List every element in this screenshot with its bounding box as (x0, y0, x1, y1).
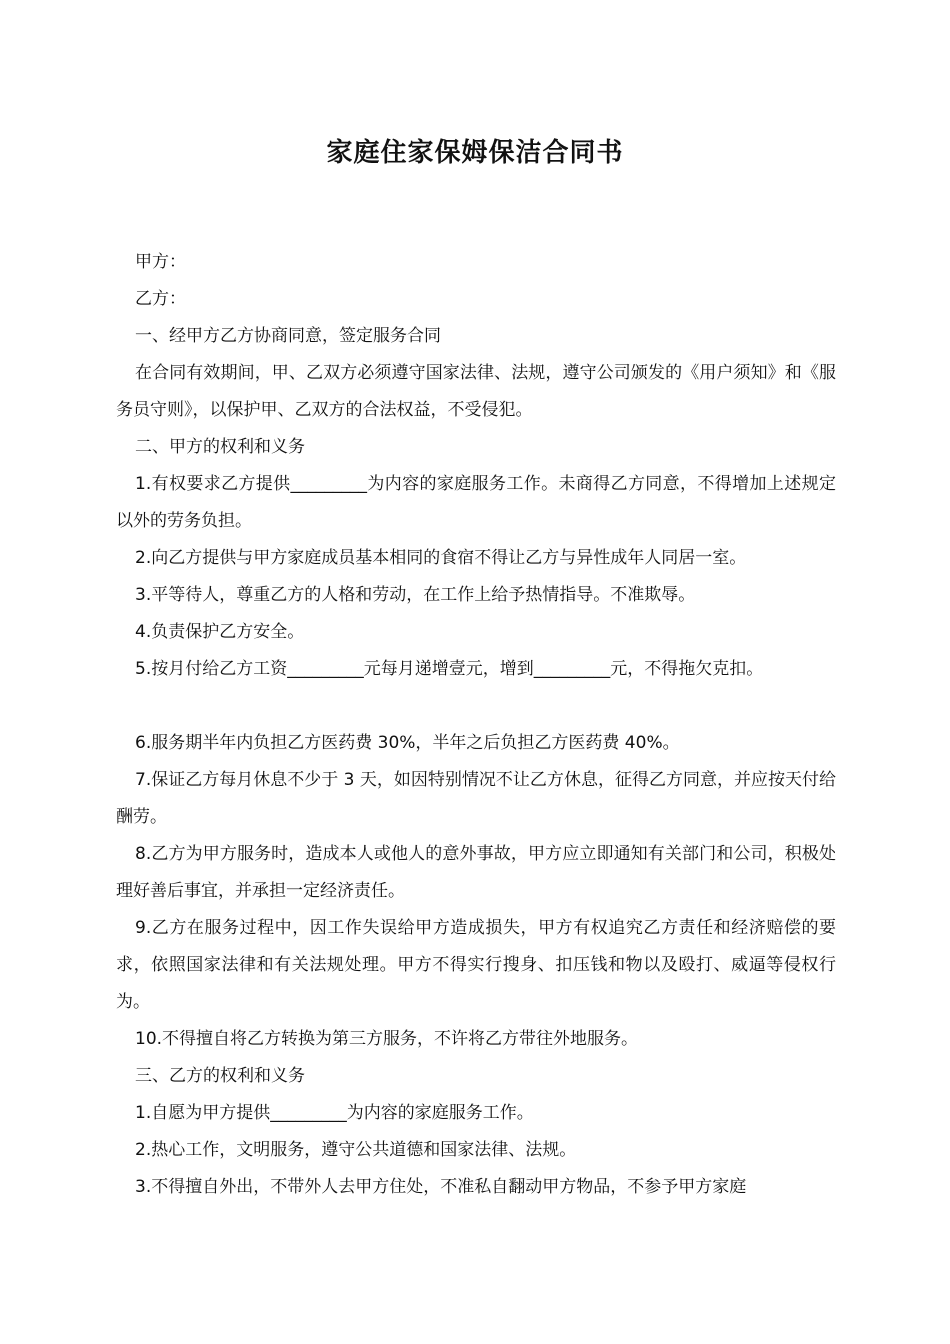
section-heading-2: 二、甲方的权利和义务 (135, 437, 305, 457)
document-title: 家庭住家保姆保洁合同书 (326, 138, 624, 168)
blank-line (116, 688, 836, 725)
party-a-line: 甲方： (135, 252, 186, 272)
party-b-line: 乙方： (135, 289, 186, 309)
clause-a-10: 10.不得擅自将乙方转换为第三方服务，不许将乙方带往外地服务。 (135, 1029, 639, 1049)
clause-a-6: 6.服务期半年内负担乙方医药费 30%，半年之后负担乙方医药费 40%。 (135, 733, 680, 753)
clause-a-8: 8.乙方为甲方服务时，造成本人或他人的意外事故，甲方应立即通知有关部门和公司，积极处理好善后事宜，并承担一定经济责任。 (116, 844, 836, 901)
clause-a-9: 9.乙方在服务过程中，因工作失误给甲方造成损失，甲方有权追究乙方责任和经济赔偿的要求，依照国家法律和有关法规处理。甲方不得实行搜身、扣压钱和物以及殴打、威逼等侵权行为。 (116, 918, 836, 1012)
section-heading-3: 三、乙方的权利和义务 (135, 1066, 305, 1086)
clause-b-1: 1.自愿为甲方提供_________为内容的家庭服务工作。 (135, 1103, 534, 1123)
document-body (116, 244, 836, 1206)
clause-b-2: 2.热心工作，文明服务，遵守公共道德和国家法律、法规。 (135, 1140, 577, 1160)
clause-a-7: 7.保证乙方每月休息不少于 3 天，如因特别情况不让乙方休息，征得乙方同意，并应按天付给酬劳。 (116, 770, 836, 827)
clause-a-2: 2.向乙方提供与甲方家庭成员基本相同的食宿不得让乙方与异性成年人同居一室。 (135, 548, 747, 568)
clause-a-3: 3.平等待人，尊重乙方的人格和劳动，在工作上给予热情指导。不准欺辱。 (135, 585, 696, 605)
paragraph-validity: 在合同有效期间，甲、乙双方必须遵守国家法律、法规，遵守公司颁发的《用户须知》和《服务员守则》，以保护甲、乙双方的合法权益，不受侵犯。 (116, 363, 836, 420)
clause-a-4: 4.负责保护乙方安全。 (135, 622, 305, 642)
section-heading-1: 一、经甲方乙方协商同意，签定服务合同 (135, 326, 441, 346)
clause-b-3: 3.不得擅自外出，不带外人去甲方住处，不准私自翻动甲方物品，不参予甲方家庭 (135, 1177, 747, 1197)
clause-a-5: 5.按月付给乙方工资_________元每月递增壹元，增到_________元，不得拖欠克扣。 (135, 659, 764, 679)
clause-a-1: 1.有权要求乙方提供_________为内容的家庭服务工作。未商得乙方同意，不得增加上述规定以外的劳务负担。 (116, 474, 836, 531)
